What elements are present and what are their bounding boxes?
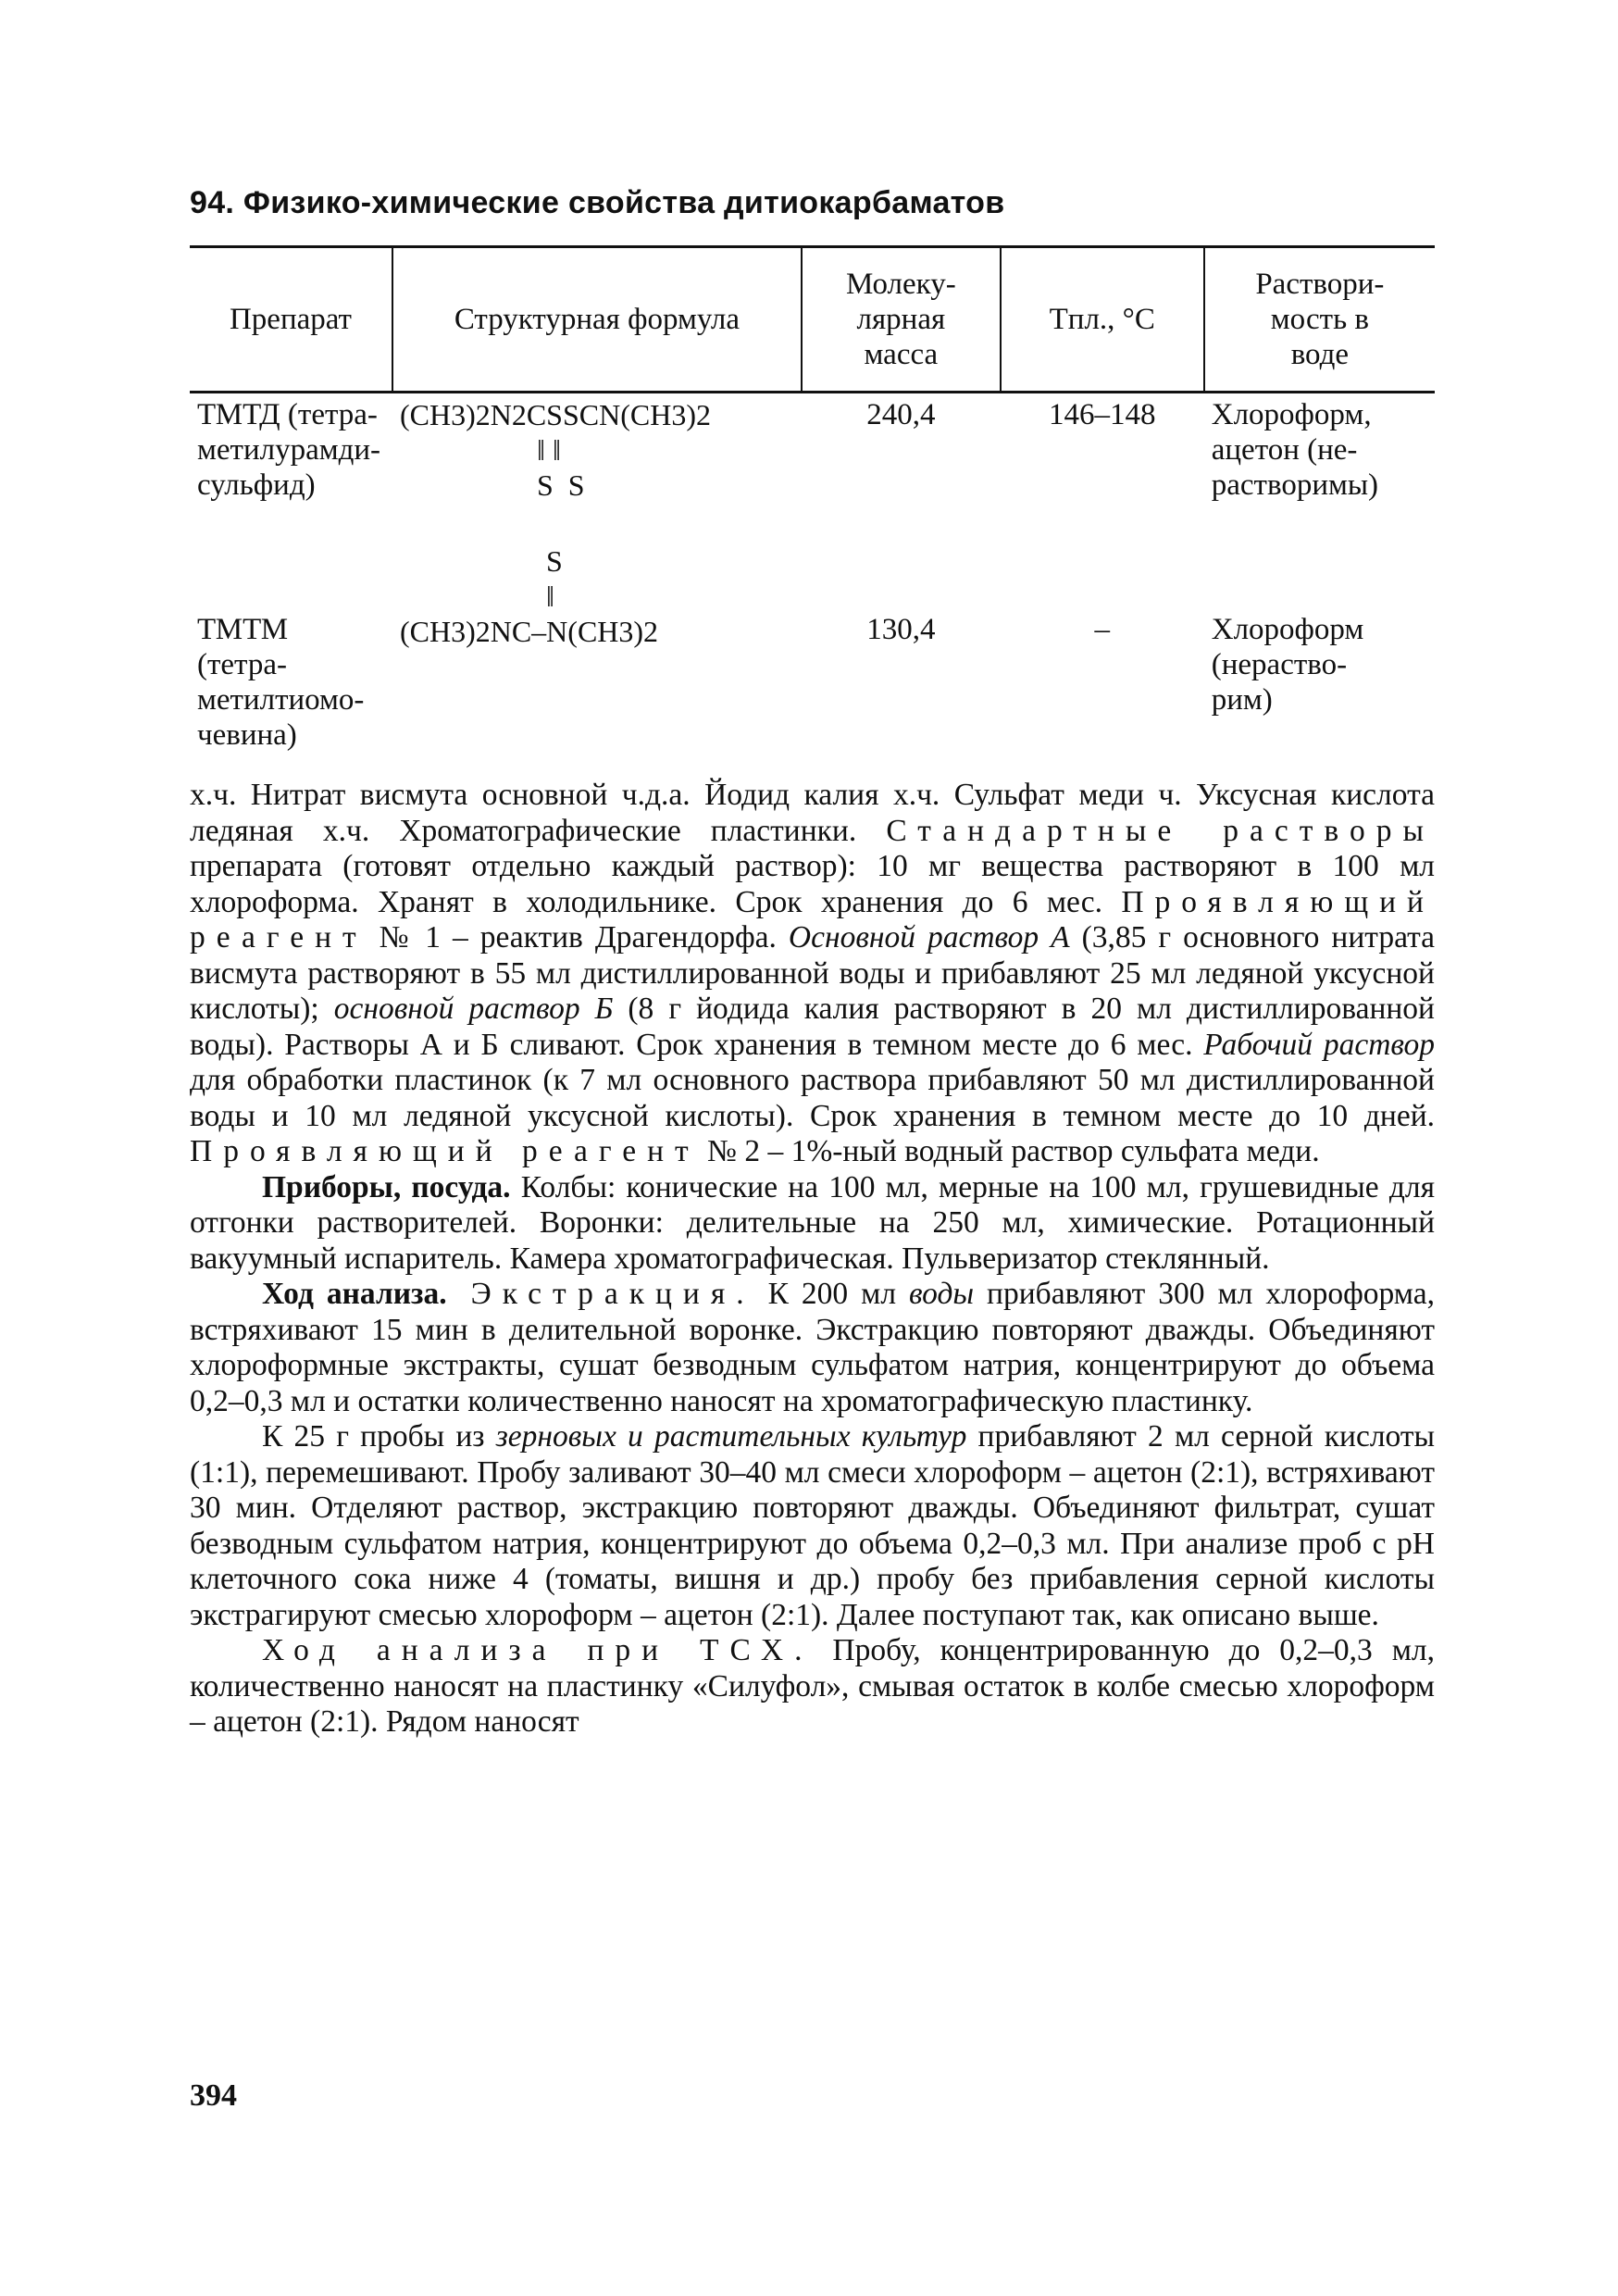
cell-formula — [392, 393, 802, 541]
paragraph-extraction: Ход анализа. Экстракция. К 200 мл воды прибавляют 300 мл хлороформа, встряхивают 15 мин в делительной воронке. Экстракцию повторяют дважды. Объединяют хлороформные экстракты, сушат безводным сульфатом натрия, концентрируют до объема 0,2–0,3 мл и остатки количественно наносят на хроматографическую пластинку. — [190, 1277, 1435, 1418]
paragraph-tlc: Ход анализа при ТСХ. Пробу, концентрированную до 0,2–0,3 мл, количественно наносят на пластинку «Силуфол», смывая остаток в колбе смесью хлороформ – ацетон (2:1). Рядом наносят — [190, 1633, 1435, 1739]
cell-melting-point: 146–148 — [1049, 398, 1156, 431]
table-row — [190, 393, 1435, 541]
table-row — [190, 540, 1435, 756]
header-solubility: Раствори- мость в воде — [1204, 247, 1435, 393]
paragraph-reagents: х.ч. Нитрат висмута основной ч.д.а. Йодид калия х.ч. Сульфат меди ч. Уксусная кислота ледяная х.ч. Хроматографические пластинки. Стандартные растворы препарата (готовят отдельно каждый раствор): 10 мг вещества растворяют в 100 мл хлороформа. Хранят в холодильнике. Срок хранения до 6 мес. Проявляющий реагент № 1 – реактив Драгендорфа. Основной раствор А (3,85 г основного нитрата висмута растворяют в 55 мл дистиллированной воды и прибавляют 25 мл ледяной уксусной кислоты); основной раствор Б (8 г йодида калия растворяют в 20 мл дистиллированной воды). Растворы А и Б сливают. Срок хранения в темном месте до 6 мес. Рабочий раствор для обработки пластинок (к 7 мл основного раствора прибавляют 50 мл дистиллированной воды и 10 мл ледяной уксусной кислоты). Срок хранения в темном месте до 10 дней. Проявляющий реагент № 2 – 1%-ный водный раствор сульфата меди. — [190, 778, 1436, 1168]
paragraph-equipment: Приборы, посуда. Колбы: конические на 100 мл, мерные на 100 мл, грушевидные для отгонки растворителей. Воронки: делительные на 250 мл, химические. Ротационный вакуумный испаритель. Камера хроматографическая. Пульверизатор стеклянный. — [190, 1169, 1435, 1276]
formula-main: (CH3)2N2CSSCN(CH3)2 — [399, 398, 711, 431]
body-text — [190, 778, 1435, 1741]
cell-mass: 130,4 — [866, 613, 936, 646]
structural-formula — [400, 543, 794, 649]
paragraph-grain-samples: К 25 г пробы из зерновых и растительных культур прибавляют 2 мл серной кислоты (1:1), перемешивают. Пробу заливают 30–40 мл смеси хлороформ – ацетон (2:1), встряхивают 30 мин. Отделяют раствор, экстракцию повторяют дважды. Объединяют фильтрат, сушат безводным сульфатом натрия, концентрируют до объема 0,2–0,3 мл. При анализе проб с pH клеточного сока ниже 4 (томаты, вишня и др.) пробу без прибавления серной кислоты экстрагируют смесью хлороформ – ацетон (2:1). Далее поступают так, как описано выше. — [190, 1419, 1435, 1632]
formula-sulfur: S S — [536, 468, 585, 502]
formula-bonds: ‖ ‖ — [536, 433, 561, 467]
page-number: 394 — [190, 2078, 237, 2113]
cell-melting-point: – — [1094, 613, 1111, 646]
formula-bonds: ‖ — [545, 580, 554, 613]
cell-solubility: Хлороформ (нераство- рим) — [1211, 613, 1364, 717]
cell-name: ТМТД (тетра- метилурамди- сульфид) — [197, 398, 381, 502]
table-caption: 94. Физико-химические свойства дитиокарбаматов — [190, 185, 1005, 220]
cell-solubility: Хлороформ, ацетон (не- растворимы) — [1211, 398, 1379, 502]
header-mass: Молеку- лярная масса — [802, 247, 1001, 393]
properties-table — [190, 245, 1435, 756]
formula-main: (CH3)2NC–N(CH3)2 — [399, 615, 659, 648]
cell-formula — [392, 540, 802, 756]
header-formula: Структурная формула — [392, 247, 802, 393]
formula-sulfur: S — [545, 544, 563, 578]
table-header-row — [190, 247, 1435, 393]
cell-mass: 240,4 — [866, 398, 936, 431]
header-preparation: Препарат — [190, 247, 392, 393]
cell-name: ТМТМ (тетра- метилтиомо- чевина) — [197, 613, 365, 752]
structural-formula — [400, 397, 794, 503]
header-melting-point: Tпл., °C — [1001, 247, 1204, 393]
